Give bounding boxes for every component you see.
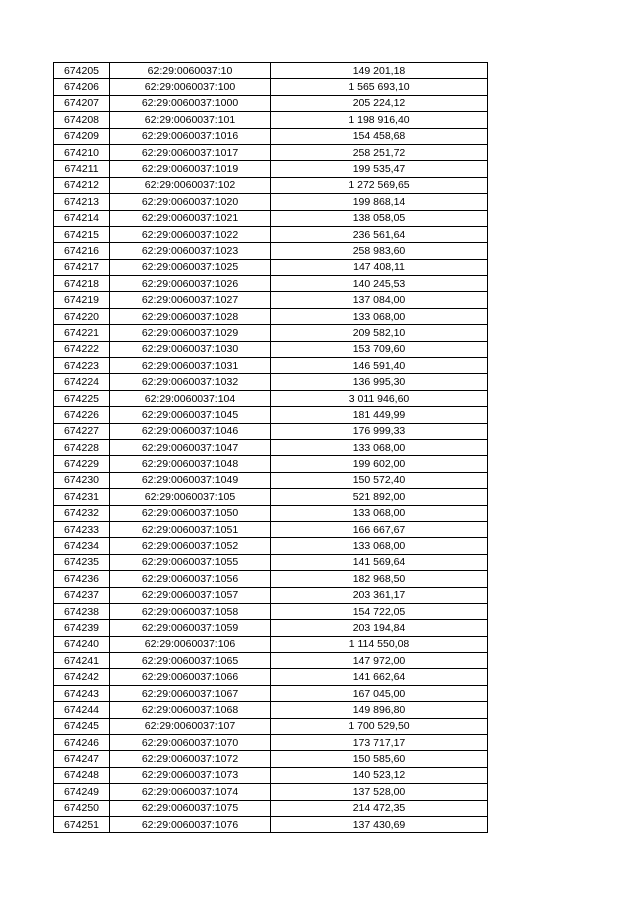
cadastral-number-cell: 62:29:0060037:105 <box>110 489 271 505</box>
row-number-cell: 674222 <box>54 341 110 357</box>
row-number-cell: 674212 <box>54 177 110 193</box>
cadastral-number-cell: 62:29:0060037:1023 <box>110 243 271 259</box>
row-number-cell: 674237 <box>54 587 110 603</box>
cadastral-value-cell: 136 995,30 <box>271 374 488 390</box>
cadastral-value-cell: 258 983,60 <box>271 243 488 259</box>
cadastral-value-cell: 133 068,00 <box>271 439 488 455</box>
row-number-cell: 674249 <box>54 784 110 800</box>
cadastral-value-table <box>53 62 488 833</box>
cadastral-number-cell: 62:29:0060037:1068 <box>110 702 271 718</box>
table-row <box>54 603 488 619</box>
cadastral-value-cell: 133 068,00 <box>271 308 488 324</box>
table-row <box>54 112 488 128</box>
cadastral-number-cell: 62:29:0060037:1029 <box>110 325 271 341</box>
row-number-cell: 674232 <box>54 505 110 521</box>
cadastral-number-cell: 62:29:0060037:1028 <box>110 308 271 324</box>
cadastral-number-cell: 62:29:0060037:1055 <box>110 554 271 570</box>
cadastral-value-cell: 203 361,17 <box>271 587 488 603</box>
cadastral-value-cell: 209 582,10 <box>271 325 488 341</box>
cadastral-number-cell: 62:29:0060037:1000 <box>110 95 271 111</box>
table-row <box>54 636 488 652</box>
cadastral-value-cell: 521 892,00 <box>271 489 488 505</box>
row-number-cell: 674224 <box>54 374 110 390</box>
cadastral-value-cell: 146 591,40 <box>271 358 488 374</box>
table-row <box>54 95 488 111</box>
cadastral-number-cell: 62:29:0060037:1059 <box>110 620 271 636</box>
cadastral-number-cell: 62:29:0060037:104 <box>110 390 271 406</box>
table-row <box>54 669 488 685</box>
cadastral-number-cell: 62:29:0060037:1076 <box>110 816 271 832</box>
cadastral-value-cell: 133 068,00 <box>271 505 488 521</box>
row-number-cell: 674226 <box>54 407 110 423</box>
row-number-cell: 674238 <box>54 603 110 619</box>
cadastral-value-cell: 150 572,40 <box>271 472 488 488</box>
cadastral-number-cell: 62:29:0060037:1050 <box>110 505 271 521</box>
table-row <box>54 161 488 177</box>
cadastral-number-cell: 62:29:0060037:1070 <box>110 735 271 751</box>
cadastral-value-cell: 199 535,47 <box>271 161 488 177</box>
row-number-cell: 674207 <box>54 95 110 111</box>
cadastral-value-cell: 1 565 693,10 <box>271 79 488 95</box>
table-row <box>54 587 488 603</box>
row-number-cell: 674247 <box>54 751 110 767</box>
row-number-cell: 674244 <box>54 702 110 718</box>
table-row <box>54 767 488 783</box>
row-number-cell: 674242 <box>54 669 110 685</box>
row-number-cell: 674250 <box>54 800 110 816</box>
row-number-cell: 674239 <box>54 620 110 636</box>
table-row <box>54 620 488 636</box>
row-number-cell: 674209 <box>54 128 110 144</box>
cadastral-value-cell: 137 528,00 <box>271 784 488 800</box>
table-row <box>54 751 488 767</box>
row-number-cell: 674241 <box>54 653 110 669</box>
cadastral-value-cell: 137 430,69 <box>271 816 488 832</box>
row-number-cell: 674210 <box>54 144 110 160</box>
row-number-cell: 674208 <box>54 112 110 128</box>
row-number-cell: 674251 <box>54 816 110 832</box>
cadastral-value-cell: 199 602,00 <box>271 456 488 472</box>
cadastral-value-cell: 154 458,68 <box>271 128 488 144</box>
cadastral-number-cell: 62:29:0060037:1046 <box>110 423 271 439</box>
table-row <box>54 259 488 275</box>
cadastral-number-cell: 62:29:0060037:1017 <box>110 144 271 160</box>
cadastral-number-cell: 62:29:0060037:101 <box>110 112 271 128</box>
table-row <box>54 177 488 193</box>
table-body <box>54 63 488 833</box>
cadastral-value-cell: 141 569,64 <box>271 554 488 570</box>
row-number-cell: 674235 <box>54 554 110 570</box>
cadastral-number-cell: 62:29:0060037:1066 <box>110 669 271 685</box>
cadastral-value-cell: 149 896,80 <box>271 702 488 718</box>
cadastral-number-cell: 62:29:0060037:1026 <box>110 276 271 292</box>
cadastral-number-cell: 62:29:0060037:1027 <box>110 292 271 308</box>
cadastral-number-cell: 62:29:0060037:1022 <box>110 226 271 242</box>
table-row <box>54 374 488 390</box>
table-row <box>54 210 488 226</box>
row-number-cell: 674221 <box>54 325 110 341</box>
table-row <box>54 439 488 455</box>
row-number-cell: 674240 <box>54 636 110 652</box>
cadastral-value-cell: 137 084,00 <box>271 292 488 308</box>
table-row <box>54 505 488 521</box>
row-number-cell: 674217 <box>54 259 110 275</box>
cadastral-number-cell: 62:29:0060037:1021 <box>110 210 271 226</box>
table-row <box>54 79 488 95</box>
table-row <box>54 194 488 210</box>
row-number-cell: 674225 <box>54 390 110 406</box>
table-row <box>54 702 488 718</box>
table-row <box>54 685 488 701</box>
cadastral-number-cell: 62:29:0060037:1031 <box>110 358 271 374</box>
cadastral-number-cell: 62:29:0060037:1075 <box>110 800 271 816</box>
cadastral-value-cell: 199 868,14 <box>271 194 488 210</box>
row-number-cell: 674228 <box>54 439 110 455</box>
table-row <box>54 358 488 374</box>
table-row <box>54 521 488 537</box>
cadastral-number-cell: 62:29:0060037:1047 <box>110 439 271 455</box>
row-number-cell: 674246 <box>54 735 110 751</box>
table-row <box>54 816 488 832</box>
row-number-cell: 674243 <box>54 685 110 701</box>
cadastral-number-cell: 62:29:0060037:106 <box>110 636 271 652</box>
cadastral-value-cell: 205 224,12 <box>271 95 488 111</box>
cadastral-value-cell: 176 999,33 <box>271 423 488 439</box>
cadastral-number-cell: 62:29:0060037:1032 <box>110 374 271 390</box>
table-row <box>54 276 488 292</box>
table-row <box>54 784 488 800</box>
cadastral-number-cell: 62:29:0060037:107 <box>110 718 271 734</box>
row-number-cell: 674234 <box>54 538 110 554</box>
cadastral-number-cell: 62:29:0060037:1074 <box>110 784 271 800</box>
row-number-cell: 674218 <box>54 276 110 292</box>
table-row <box>54 718 488 734</box>
cadastral-number-cell: 62:29:0060037:1052 <box>110 538 271 554</box>
cadastral-number-cell: 62:29:0060037:1056 <box>110 571 271 587</box>
cadastral-value-cell: 236 561,64 <box>271 226 488 242</box>
cadastral-value-cell: 1 700 529,50 <box>271 718 488 734</box>
cadastral-value-cell: 166 667,67 <box>271 521 488 537</box>
table-row <box>54 800 488 816</box>
cadastral-number-cell: 62:29:0060037:1065 <box>110 653 271 669</box>
cadastral-value-cell: 1 272 569,65 <box>271 177 488 193</box>
table-row <box>54 308 488 324</box>
table-row <box>54 341 488 357</box>
cadastral-value-cell: 140 523,12 <box>271 767 488 783</box>
cadastral-value-cell: 203 194,84 <box>271 620 488 636</box>
cadastral-number-cell: 62:29:0060037:102 <box>110 177 271 193</box>
cadastral-number-cell: 62:29:0060037:1030 <box>110 341 271 357</box>
cadastral-number-cell: 62:29:0060037:1058 <box>110 603 271 619</box>
row-number-cell: 674229 <box>54 456 110 472</box>
cadastral-value-cell: 258 251,72 <box>271 144 488 160</box>
cadastral-value-cell: 147 972,00 <box>271 653 488 669</box>
cadastral-value-cell: 149 201,18 <box>271 63 488 79</box>
cadastral-value-cell: 141 662,64 <box>271 669 488 685</box>
table-row <box>54 390 488 406</box>
row-number-cell: 674248 <box>54 767 110 783</box>
row-number-cell: 674206 <box>54 79 110 95</box>
table-row <box>54 538 488 554</box>
row-number-cell: 674223 <box>54 358 110 374</box>
cadastral-number-cell: 62:29:0060037:1045 <box>110 407 271 423</box>
cadastral-value-cell: 1 198 916,40 <box>271 112 488 128</box>
cadastral-value-cell: 154 722,05 <box>271 603 488 619</box>
cadastral-number-cell: 62:29:0060037:1067 <box>110 685 271 701</box>
row-number-cell: 674219 <box>54 292 110 308</box>
row-number-cell: 674233 <box>54 521 110 537</box>
row-number-cell: 674227 <box>54 423 110 439</box>
cadastral-value-cell: 167 045,00 <box>271 685 488 701</box>
cadastral-value-cell: 133 068,00 <box>271 538 488 554</box>
cadastral-value-cell: 181 449,99 <box>271 407 488 423</box>
cadastral-value-cell: 138 058,05 <box>271 210 488 226</box>
cadastral-number-cell: 62:29:0060037:1073 <box>110 767 271 783</box>
row-number-cell: 674205 <box>54 63 110 79</box>
cadastral-value-cell: 150 585,60 <box>271 751 488 767</box>
cadastral-value-cell: 153 709,60 <box>271 341 488 357</box>
cadastral-number-cell: 62:29:0060037:1048 <box>110 456 271 472</box>
table-row <box>54 472 488 488</box>
row-number-cell: 674236 <box>54 571 110 587</box>
cadastral-value-cell: 1 114 550,08 <box>271 636 488 652</box>
row-number-cell: 674220 <box>54 308 110 324</box>
cadastral-number-cell: 62:29:0060037:1020 <box>110 194 271 210</box>
cadastral-value-cell: 3 011 946,60 <box>271 390 488 406</box>
table-row <box>54 571 488 587</box>
cadastral-number-cell: 62:29:0060037:10 <box>110 63 271 79</box>
cadastral-value-cell: 182 968,50 <box>271 571 488 587</box>
cadastral-number-cell: 62:29:0060037:1057 <box>110 587 271 603</box>
cadastral-value-cell: 140 245,53 <box>271 276 488 292</box>
table-row <box>54 325 488 341</box>
table-row <box>54 243 488 259</box>
table-row <box>54 554 488 570</box>
table-row <box>54 653 488 669</box>
table-row <box>54 456 488 472</box>
cadastral-number-cell: 62:29:0060037:1016 <box>110 128 271 144</box>
table-row <box>54 292 488 308</box>
cadastral-number-cell: 62:29:0060037:1049 <box>110 472 271 488</box>
table-row <box>54 128 488 144</box>
row-number-cell: 674211 <box>54 161 110 177</box>
row-number-cell: 674216 <box>54 243 110 259</box>
row-number-cell: 674213 <box>54 194 110 210</box>
table-row <box>54 407 488 423</box>
cadastral-value-cell: 214 472,35 <box>271 800 488 816</box>
row-number-cell: 674215 <box>54 226 110 242</box>
row-number-cell: 674214 <box>54 210 110 226</box>
table-row <box>54 226 488 242</box>
row-number-cell: 674245 <box>54 718 110 734</box>
cadastral-number-cell: 62:29:0060037:1019 <box>110 161 271 177</box>
table-row <box>54 144 488 160</box>
row-number-cell: 674230 <box>54 472 110 488</box>
cadastral-number-cell: 62:29:0060037:1051 <box>110 521 271 537</box>
row-number-cell: 674231 <box>54 489 110 505</box>
table-row <box>54 63 488 79</box>
table-row <box>54 735 488 751</box>
table-row <box>54 423 488 439</box>
cadastral-number-cell: 62:29:0060037:100 <box>110 79 271 95</box>
cadastral-number-cell: 62:29:0060037:1072 <box>110 751 271 767</box>
table-row <box>54 489 488 505</box>
cadastral-value-cell: 147 408,11 <box>271 259 488 275</box>
cadastral-value-cell: 173 717,17 <box>271 735 488 751</box>
cadastral-number-cell: 62:29:0060037:1025 <box>110 259 271 275</box>
